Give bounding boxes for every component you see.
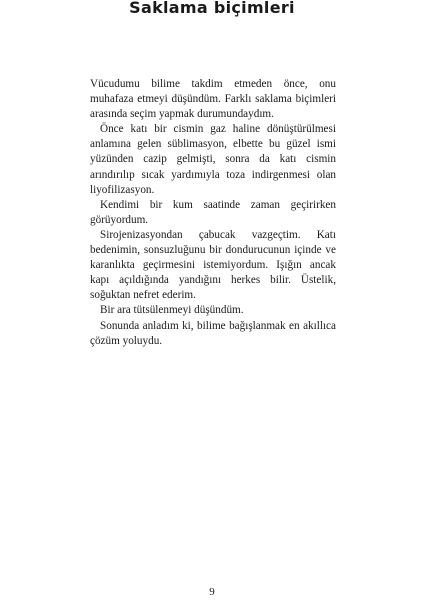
- paragraph: Bir ara tütsülenmeyi düşündüm.: [100, 304, 244, 317]
- paragraph: Sirojenizasyondan çabucak vazgeçtim. Katı bedenimin, sonsuzluğunu bir dondurucunun içinde ve karanlıkta geçirmesini istemiyordum. Işığın ancak kapı açıldığında yandığını herkes bilir. Üstelik, soğuktan nefret ederim.: [90, 228, 336, 302]
- chapter-title: Saklama biçimleri: [129, 0, 295, 17]
- page-number: 9: [209, 586, 215, 598]
- paragraph: Vücudumu bilime takdim etmeden önce, onu muhafaza etmeyi düşündüm. Farklı saklama biçimleri arasında seçim yapmak durumundaydım.: [90, 78, 336, 121]
- paragraph: Önce katı bir cismin gaz haline dönüştürülmesi anlamına gelen süblimasyon, elbette bu güzel ismi yüzünden cazip gelmişti, sonra da katı cismin arındırılıp sıcak yardımıyla toza indirgenmesi olan liyofilizasyon.: [90, 123, 336, 196]
- paragraph: Sonunda anladım ki, bilime bağışlanmak en akıllıca çözüm yoluydu.: [90, 319, 336, 347]
- chapter-body: [90, 77, 336, 349]
- paragraph: Kendimi bir kum saatinde zaman geçirirken görüyordum.: [90, 198, 336, 226]
